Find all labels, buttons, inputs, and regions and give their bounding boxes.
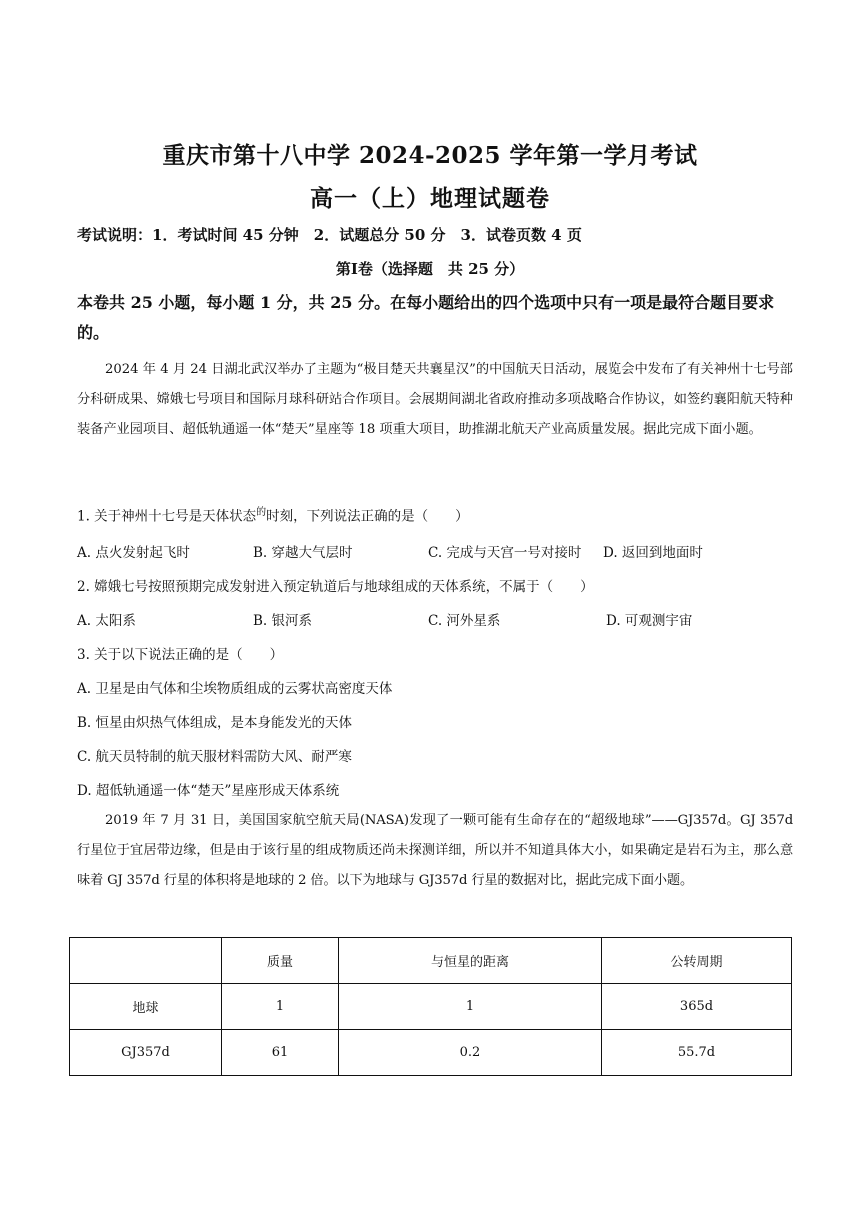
comparison-table	[69, 937, 792, 1076]
passage-2: 2019 年 7 月 31 日，美国国家航空航天局(NASA)发现了一颗可能有生命存在的“超级地球”——GJ357d。GJ 357d 行星位于宜居带边缘，但是由于该行星的组成物质还尚未探测详细，所以并不知道具体大小，如果确定是岩石为主，那么意味着 GJ 357d 行星的体积将是地球的 2 倍。以下为地球与 GJ357d 行星的数据对比，据此完成下面小题。	[77, 813, 793, 888]
table-header-cell: 与恒星的距离	[339, 938, 602, 984]
question-2: 2. 嫦娥七号按照预期完成发射进入预定轨道后与地球组成的天体系统，不属于（ ）	[77, 579, 594, 595]
table-header-cell: 公转周期	[602, 938, 792, 984]
question-1-stem-after: 时刻，下列说法正确的是（ ）	[266, 508, 469, 525]
table-row	[70, 984, 792, 1030]
table-header-row	[70, 938, 792, 984]
table-header-cell: 质量	[222, 938, 339, 984]
question-1	[77, 503, 469, 525]
table-cell: 55.7d	[602, 1030, 792, 1076]
instructions: 本卷共 25 小题，每小题 1 分，共 25 分。在每小题给出的四个选项中只有一项是最符合题目要求的。	[77, 293, 775, 342]
exam-title: 重庆市第十八中学 2024-2025 学年第一学月考试	[162, 142, 698, 169]
question-2-option-b: B. 银河系	[253, 613, 313, 629]
table-cell: 地球	[70, 984, 222, 1030]
table-cell: 61	[222, 1030, 339, 1076]
question-3-option-d: D. 超低轨通遥一体“楚天”星座形成天体系统	[77, 783, 340, 799]
question-1-option-d: D. 返回到地面时	[603, 545, 703, 561]
table-cell: 1	[339, 984, 602, 1030]
question-1-option-b: B. 穿越大气层时	[253, 545, 353, 561]
question-1-option-c: C. 完成与天宫一号对接时	[428, 545, 582, 561]
question-1-option-a: A. 点火发射起飞时	[77, 545, 190, 561]
table-row	[70, 1030, 792, 1076]
table-cell: 365d	[602, 984, 792, 1030]
question-3-option-a: A. 卫星是由气体和尘埃物质组成的云雾状高密度天体	[77, 681, 393, 697]
question-3-option-c: C. 航天员特制的航天服材料需防大风、耐严寒	[77, 749, 352, 765]
question-1-stem-sup: 的	[256, 507, 267, 518]
question-2-option-d: D. 可观测宇宙	[606, 613, 693, 629]
exam-note: 考试说明：1．考试时间 45 分钟 2．试题总分 50 分 3．试卷页数 4 页	[77, 226, 582, 244]
question-3-option-b: B. 恒星由炽热气体组成，是本身能发光的天体	[77, 715, 353, 731]
table-header-cell	[70, 938, 222, 984]
passage-1: 2024 年 4 月 24 日湖北武汉举办了主题为“极目楚天共襄星汉”的中国航天日活动，展览会中发布了有关神州十七号部分科研成果、嫦娥七号项目和国际月球科研站合作项目。会展期间湖北省政府推动多项战略合作协议，如签约襄阳航天特种装备产业园项目、超低轨通遥一体“楚天”星座等 18 项重大项目，助推湖北航天产业高质量发展。据此完成下面小题。	[77, 362, 793, 437]
section-title: 第Ⅰ卷（选择题 共 25 分）	[335, 260, 525, 278]
table-cell: GJ357d	[70, 1030, 222, 1076]
table-cell: 1	[222, 984, 339, 1030]
exam-subtitle: 高一（上）地理试题卷	[310, 185, 550, 212]
question-3: 3. 关于以下说法正确的是（ ）	[77, 647, 284, 663]
question-2-option-a: A. 太阳系	[77, 613, 136, 629]
question-1-stem-before: 1. 关于神州十七号是天体状态	[77, 508, 257, 525]
table-cell: 0.2	[339, 1030, 602, 1076]
question-2-option-c: C. 河外星系	[428, 613, 501, 629]
